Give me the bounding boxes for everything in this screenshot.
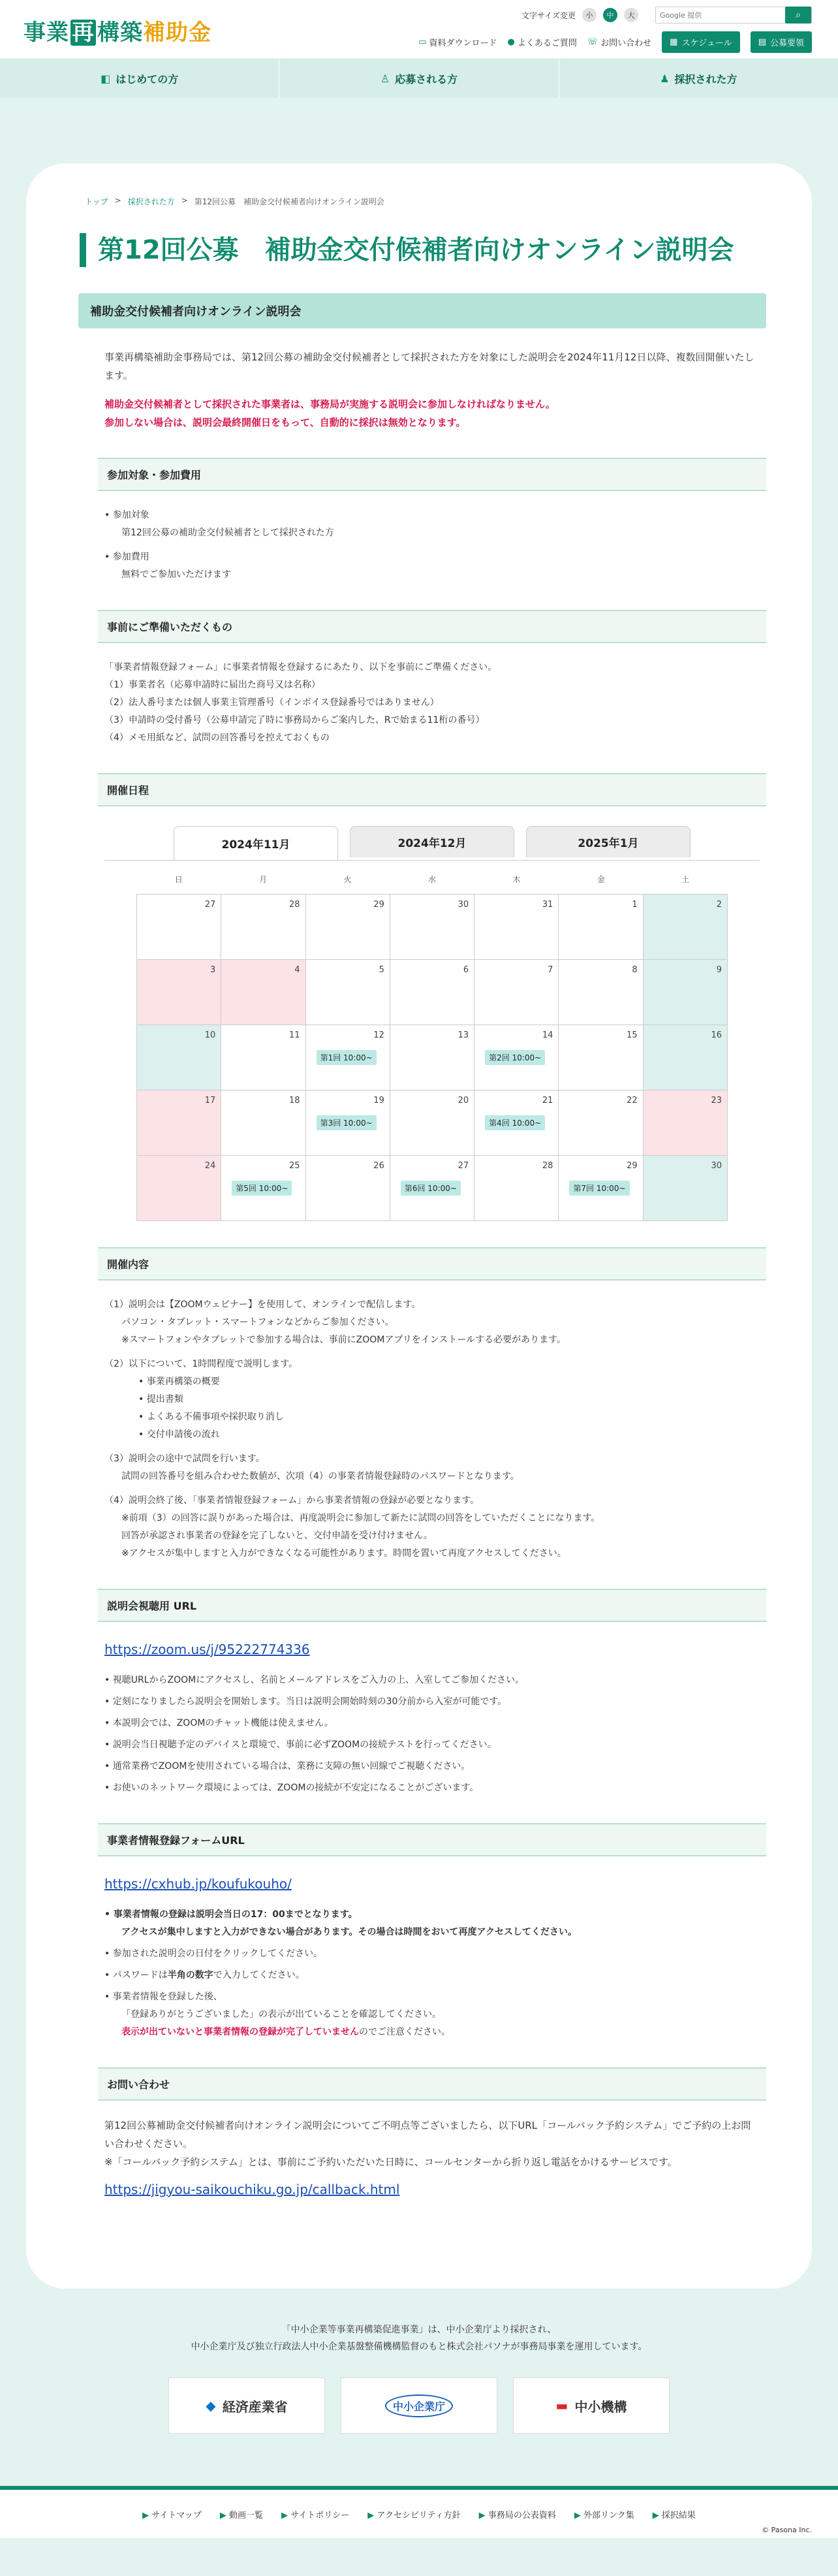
calendar-cell <box>137 1090 221 1156</box>
weekday-label: 木 <box>512 875 521 884</box>
calendar-cell <box>137 960 221 1025</box>
calendar-cell <box>474 1156 559 1221</box>
calendar-cell <box>390 1156 474 1221</box>
faq-link[interactable] <box>508 36 577 48</box>
list-item: （1）事業者名（応募申請時に届出た商号又は名称） <box>104 680 320 690</box>
url-notes <box>104 1672 760 1797</box>
font-size-medium-button[interactable]: 中 <box>603 8 617 22</box>
day-number: 21 <box>542 1096 553 1105</box>
phone-icon: ☏ <box>587 37 598 47</box>
item-text: ※前項（3）の回答に誤りがあった場合は、再度説明会に参加して新たに試問の回答をしていただくことになります。 <box>121 1513 600 1523</box>
content-list <box>104 1296 760 1563</box>
calendar-cell <box>559 1156 643 1221</box>
day-number: 12 <box>373 1030 384 1040</box>
logo-text: 構築 <box>97 20 143 46</box>
logo-text: 事業 <box>23 20 69 46</box>
link-label: サイトポリシー <box>290 2510 350 2520</box>
link-label: 外部リンク集 <box>583 2510 634 2520</box>
day-number: 1 <box>632 900 638 910</box>
form-heading: 事業者情報登録フォームURL <box>98 1823 766 1856</box>
breadcrumb-separator: > <box>181 196 188 205</box>
day-number: 28 <box>542 1161 553 1171</box>
list-item: • 定刻になりましたら説明会を開始します。当日は説明会開始時刻の30分前から入室が可能です。 <box>104 1696 507 1707</box>
folder-icon: ▭ <box>418 37 427 47</box>
day-number: 27 <box>204 900 216 910</box>
document-icon: ▤ <box>758 37 766 47</box>
content-heading: 開催内容 <box>98 1247 766 1280</box>
logo-text: 再 <box>72 20 95 46</box>
footer-link-external[interactable] <box>574 2508 634 2520</box>
day-number: 30 <box>711 1161 722 1171</box>
arrow-icon: ▶ <box>281 2510 291 2520</box>
list-value: 第12回公募の補助金交付候補者として採択された方 <box>121 528 334 538</box>
schedule-heading: 開催日程 <box>98 773 766 806</box>
day-number: 16 <box>711 1030 722 1040</box>
nav-label: 採択された方 <box>674 73 737 86</box>
item-text: • 事業再構築の概要 <box>138 1376 220 1387</box>
day-number: 4 <box>294 965 300 975</box>
day-number: 29 <box>373 900 384 910</box>
day-number: 5 <box>379 965 384 975</box>
calendar-cell <box>221 895 305 960</box>
item-text: （4）説明会終了後、「事業者情報登録フォーム」から事業者情報の登録が必要となります。 <box>104 1495 480 1506</box>
search-input[interactable] <box>656 7 785 23</box>
breadcrumb-top[interactable]: トップ <box>85 197 108 206</box>
link-label: 資料ダウンロード <box>429 39 497 48</box>
event-session-1[interactable]: 第1回 10:00~ <box>317 1050 377 1065</box>
shield-icon: ◧ <box>101 72 111 85</box>
warning-line: 参加しない場合は、説明会最終開催日をもって、自動的に採択は無効となります。 <box>104 417 466 428</box>
zoom-url-link[interactable]: https://zoom.us/j/95222774336 <box>104 1642 310 1657</box>
user-outline-icon: ♙ <box>380 72 390 85</box>
schedule-button[interactable] <box>662 31 740 53</box>
item-text: 回答が承認され事業者の登録を完了しないと、交付申請を受け付けません。 <box>121 1531 433 1541</box>
day-number: 6 <box>463 965 469 975</box>
calendar-cell <box>559 1025 643 1090</box>
list-item: • 視聴URLからZOOMにアクセスし、名前とメールアドレスをご入力の上、入室してご参加ください。 <box>104 1675 525 1685</box>
button-label: スケジュール <box>681 39 732 48</box>
calendar-grid <box>136 894 728 1221</box>
weekday-label: 月 <box>259 875 268 884</box>
day-number: 18 <box>289 1096 300 1105</box>
day-number: 24 <box>204 1161 216 1171</box>
calendar-cell <box>474 960 559 1025</box>
day-number: 31 <box>542 900 553 910</box>
item-text: • パスワードは <box>104 1970 168 1980</box>
question-icon: ● <box>507 37 515 47</box>
calendar-cell <box>221 960 305 1025</box>
day-number: 30 <box>458 900 469 910</box>
calendar <box>136 874 728 1221</box>
breadcrumb-separator: > <box>114 196 121 205</box>
item-text: （3）説明会の途中で試問を行います。 <box>104 1454 265 1464</box>
item-text: • 交付申請後の流れ <box>138 1429 220 1440</box>
calendar-cell <box>390 1090 474 1156</box>
callback-url-link[interactable]: https://jigyou-saikouchiku.go.jp/callback.html <box>104 2182 400 2197</box>
calendar-icon: ▦ <box>670 37 678 47</box>
list-item: • 本説明会では、ZOOMのチャット機能は使えません。 <box>104 1718 334 1728</box>
form-url-link[interactable]: https://cxhub.jp/koufukouho/ <box>104 1876 292 1892</box>
list-item <box>104 1450 760 1486</box>
day-number: 20 <box>458 1096 469 1105</box>
nav-beginners[interactable] <box>0 59 279 98</box>
day-number: 25 <box>289 1161 300 1171</box>
download-link[interactable] <box>418 36 497 48</box>
list-label: 参加費用 <box>112 552 149 562</box>
footer-line: 「中小企業等事業再構築促進事業」は、中小企業庁より採択され、 <box>281 2325 557 2335</box>
list-item: • 参加費用 無料でご参加いただけます <box>104 552 231 580</box>
item-text: （1）説明会は【ZOOMウェビナー】を使用して、オンラインで配信します。 <box>104 1299 421 1310</box>
nav-label: はじめての方 <box>116 73 179 86</box>
calendar-cell <box>390 895 474 960</box>
main-content <box>26 163 812 2289</box>
guidelines-button[interactable] <box>751 31 812 53</box>
item-text: で入力してください。 <box>213 1970 305 1980</box>
prep-heading: 事前にご準備いただくもの <box>98 610 766 643</box>
footer-link-documents[interactable] <box>479 2508 556 2520</box>
calendar-cell <box>306 1090 390 1156</box>
footer-link-policy[interactable] <box>281 2508 349 2520</box>
sme-agency-banner[interactable] <box>341 2377 497 2434</box>
day-number: 3 <box>210 965 216 975</box>
day-number: 8 <box>632 965 638 975</box>
footer-link-sitemap[interactable] <box>142 2508 202 2520</box>
list-item: • 参加された説明会の日付をクリックしてください。 <box>104 1948 323 1959</box>
link-label: 動画一覧 <box>228 2510 263 2520</box>
day-number: 15 <box>627 1030 638 1040</box>
list-value: 無料でご参加いただけます <box>121 569 231 580</box>
calendar-cell <box>559 1090 643 1156</box>
weekday-label: 火 <box>343 875 352 884</box>
list-item: • 通常業務でZOOMを使用されている場合は、業務に支障の無い回線でご視聴ください。 <box>104 1761 471 1772</box>
form-notes <box>104 1906 760 2041</box>
arrow-icon: ▶ <box>367 2510 377 2520</box>
arrow-icon: ▶ <box>478 2510 488 2520</box>
search-button[interactable] <box>785 7 811 24</box>
link-label: よくあるご質問 <box>517 39 577 48</box>
arrow-icon: ▶ <box>142 2510 152 2520</box>
site-footer <box>0 2321 838 2538</box>
day-number: 2 <box>716 900 722 910</box>
search-icon: ⌕ <box>796 10 801 20</box>
smrj-logo-icon: ▬ <box>555 2398 568 2413</box>
day-number: 9 <box>716 965 722 975</box>
item-text: • 提出書類 <box>138 1394 183 1405</box>
day-number: 23 <box>711 1096 722 1105</box>
event-session-2[interactable]: 第2回 10:00~ <box>485 1050 545 1065</box>
item-text: パソコン・タブレット・スマートフォンなどからご参加ください。 <box>121 1317 394 1328</box>
day-number: 10 <box>204 1030 216 1040</box>
button-label: 公募要領 <box>769 39 804 48</box>
list-item <box>104 1492 760 1563</box>
warning-line: 補助金交付候補者として採択された事業者は、事務局が実施する説明会に参加しなければなりません。 <box>104 398 555 410</box>
calendar-cell <box>137 1025 221 1090</box>
meti-banner[interactable] <box>168 2377 325 2434</box>
item-text: ※アクセスが集中しますと入力ができなくなる可能性があります。時間を置いて再度アクセスしてください。 <box>121 1548 566 1559</box>
day-number: 17 <box>204 1096 216 1105</box>
day-number: 11 <box>289 1030 300 1040</box>
font-size-label: 文字サイズ変更 <box>521 10 576 20</box>
calendar-cell <box>137 895 221 960</box>
list-item: （3）申請時の受付番号（公募申請完了時に事務局からご案内した、Rで始まる11桁の番号） <box>104 715 485 725</box>
calendar-cell <box>306 960 390 1025</box>
smrj-banner[interactable] <box>513 2377 670 2434</box>
day-number: 29 <box>627 1161 638 1171</box>
contact-heading: お問い合わせ <box>98 2067 766 2101</box>
list-item: • 参加対象 第12回公募の補助金交付候補者として採択された方 <box>104 510 334 538</box>
nav-adopted[interactable] <box>559 59 838 98</box>
url-heading: 説明会視聴用 URL <box>98 1589 766 1622</box>
calendar-cell <box>306 1025 390 1090</box>
day-number: 19 <box>373 1096 384 1105</box>
calendar-cell <box>559 895 643 960</box>
event-session-6[interactable]: 第6回 10:00~ <box>401 1181 461 1196</box>
weekday-label: 水 <box>427 875 436 884</box>
calendar-cell <box>644 895 728 960</box>
item-text: • よくある不備事項や採択取り消し <box>138 1412 284 1422</box>
user-icon: ♟ <box>660 72 670 85</box>
contact-link[interactable] <box>587 36 651 48</box>
search-box <box>655 7 812 24</box>
nav-applicants[interactable] <box>279 59 559 98</box>
footer-link-accessibility[interactable] <box>367 2508 460 2520</box>
footer-line: 中小企業庁及び独立行政法人中小企業基盤整備機構監督のもと株式会社パソナが事務局事業を運用しています。 <box>191 2342 647 2352</box>
calendar-cell <box>390 960 474 1025</box>
item-text: 「登録ありがとうございました」の表示が出ていることを確認してください。 <box>121 2009 441 2020</box>
tab-2024-11[interactable]: 2024年11月 <box>174 826 338 860</box>
event-session-4[interactable]: 第4回 10:00~ <box>485 1115 545 1130</box>
calendar-cell <box>474 1025 559 1090</box>
link-label: 事務局の公表資料 <box>488 2510 556 2520</box>
calendar-cell <box>221 1090 305 1156</box>
arrow-icon: ▶ <box>652 2510 662 2520</box>
font-size-large-button[interactable]: 大 <box>624 8 638 22</box>
copyright: © Pasona Inc. <box>762 2526 812 2534</box>
arrow-icon: ▶ <box>574 2510 583 2520</box>
item-text: • 事業者情報を登録した後、 <box>104 1992 223 2002</box>
list-item <box>104 1356 760 1444</box>
item-text: ※スマートフォンやタブレットで参加する場合は、事前にZOOMアプリをインストールする必要があります。 <box>121 1335 566 1345</box>
item-text: • 事業者情報の登録は説明会当日の17：00までとなります。 <box>104 1909 358 1920</box>
breadcrumb-adopted[interactable]: 採択された方 <box>127 197 175 206</box>
list-item <box>104 1967 760 1984</box>
item-text-bold: 半角の数字 <box>167 1970 213 1980</box>
calendar-cell <box>137 1156 221 1221</box>
list-item: • 説明会当日視聴予定のデバイスと環境で、事前に必ずZOOMの接続テストを行ってください。 <box>104 1740 497 1750</box>
global-nav <box>0 59 838 98</box>
site-header <box>0 0 838 59</box>
weekday-label: 土 <box>681 875 690 884</box>
target-list <box>104 507 760 584</box>
logo-text: 補助金 <box>143 20 211 46</box>
calendar-cell <box>306 895 390 960</box>
section-heading: 補助金交付候補者向けオンライン説明会 <box>78 293 766 328</box>
item-text: （2）以下について、1時間程度で説明します。 <box>104 1359 298 1369</box>
contact-text: 第12回公募補助金交付候補者向けオンライン説明会についてご不明点等ございましたら、以下URL「コールバック予約システム」でご予約の上お問い合わせください。 <box>104 2120 751 2150</box>
tab-divider <box>104 860 760 861</box>
list-label: 参加対象 <box>112 510 149 520</box>
day-number: 28 <box>289 900 300 910</box>
contact-note: ※「コールバック予約システム」とは、事前にご予約いただいた日時に、コールセンターから折り返し電話をかけるサービスです。 <box>104 2156 677 2168</box>
day-number: 22 <box>627 1096 638 1105</box>
list-item: • お使いのネットワーク環境によっては、ZOOMの接続が不安定になることがございます。 <box>104 1783 479 1793</box>
link-label: 採択結果 <box>661 2510 696 2520</box>
footer-link-results[interactable] <box>653 2508 696 2520</box>
item-text: のでご注意ください。 <box>359 2027 450 2037</box>
weekday-label: 金 <box>597 875 605 884</box>
calendar-cell <box>644 1156 728 1221</box>
weekday-header <box>136 874 728 885</box>
warning-text <box>104 395 760 432</box>
calendar-cell <box>221 1025 305 1090</box>
prep-list <box>104 659 760 747</box>
list-item: （4）メモ用紙など、試問の回答番号を控えておくもの <box>104 733 330 743</box>
day-number: 27 <box>458 1161 469 1171</box>
list-item <box>104 1906 760 1941</box>
page-title: 第12回公募 補助金交付候補者向けオンライン説明会 <box>80 233 786 267</box>
calendar-cell <box>221 1156 305 1221</box>
tab-2025-01[interactable]: 2025年1月 <box>526 826 691 857</box>
list-item <box>104 1988 760 2041</box>
breadcrumb <box>85 196 786 207</box>
content-wrap <box>90 293 760 2197</box>
intro-text: 事業再構築補助金事務局では、第12回公募の補助金交付候補者として採択された方を対象にした説明会を2024年11月12日以降、複数回開催いたします。 <box>104 351 754 381</box>
font-size-small-button[interactable]: 小 <box>582 8 597 22</box>
breadcrumb-current: 第12回公募 補助金交付候補者向けオンライン説明会 <box>194 197 384 206</box>
prep-intro: 「事業者情報登録フォーム」に事業者情報を登録するにあたり、以下を事前にご準備ください。 <box>104 662 497 673</box>
day-number: 13 <box>458 1030 469 1040</box>
day-number: 7 <box>548 965 553 975</box>
calendar-cell <box>390 1025 474 1090</box>
calendar-cell <box>559 960 643 1025</box>
link-label: お問い合わせ <box>600 39 652 48</box>
tab-2024-12[interactable]: 2024年12月 <box>350 826 514 857</box>
day-number: 14 <box>542 1030 553 1040</box>
header-link-row <box>418 31 812 53</box>
event-session-7[interactable]: 第7回 10:00~ <box>569 1181 629 1196</box>
calendar-cell <box>644 960 728 1025</box>
event-session-5[interactable]: 第5回 10:00~ <box>232 1181 292 1196</box>
footer-nav <box>0 2486 838 2538</box>
calendar-cell <box>474 1090 559 1156</box>
banner-label: 経済産業省 <box>222 2398 288 2415</box>
footer-link-videos[interactable] <box>220 2508 263 2520</box>
banner-label: 中小企業庁 <box>385 2394 453 2417</box>
list-item <box>104 1296 760 1349</box>
calendar-cell <box>644 1090 728 1156</box>
site-logo[interactable] <box>23 14 211 46</box>
nav-label: 応募される方 <box>395 73 458 86</box>
banner-row <box>0 2377 838 2434</box>
day-number: 26 <box>373 1161 384 1171</box>
header-utility-row <box>521 7 812 24</box>
month-tabs <box>104 826 760 860</box>
item-text: アクセスが集中しますと入力ができない場合があります。その場合は時間をおいて再度アクセスしてください。 <box>121 1927 578 1937</box>
link-label: サイトマップ <box>151 2510 202 2520</box>
meti-logo-icon: ◆ <box>206 2398 216 2413</box>
event-session-3[interactable]: 第3回 10:00~ <box>317 1115 377 1130</box>
calendar-cell <box>306 1156 390 1221</box>
link-label: アクセシビリティ方針 <box>377 2510 461 2520</box>
item-text-red: 表示が出ていないと事業者情報の登録が完了していません <box>121 2027 359 2037</box>
target-heading: 参加対象・参加費用 <box>98 458 766 491</box>
calendar-cell <box>644 1025 728 1090</box>
calendar-cell <box>474 895 559 960</box>
weekday-label: 日 <box>174 875 183 884</box>
item-text: 試問の回答番号を組み合わせた数値が、次項（4）の事業者情報登録時のパスワードとなります。 <box>121 1471 520 1482</box>
arrow-icon: ▶ <box>219 2510 229 2520</box>
banner-label: 中小機構 <box>574 2398 627 2415</box>
list-item: （2）法人番号または個人事業主管理番号（インボイス登録番号ではありません） <box>104 697 439 708</box>
footer-statement <box>0 2321 838 2355</box>
